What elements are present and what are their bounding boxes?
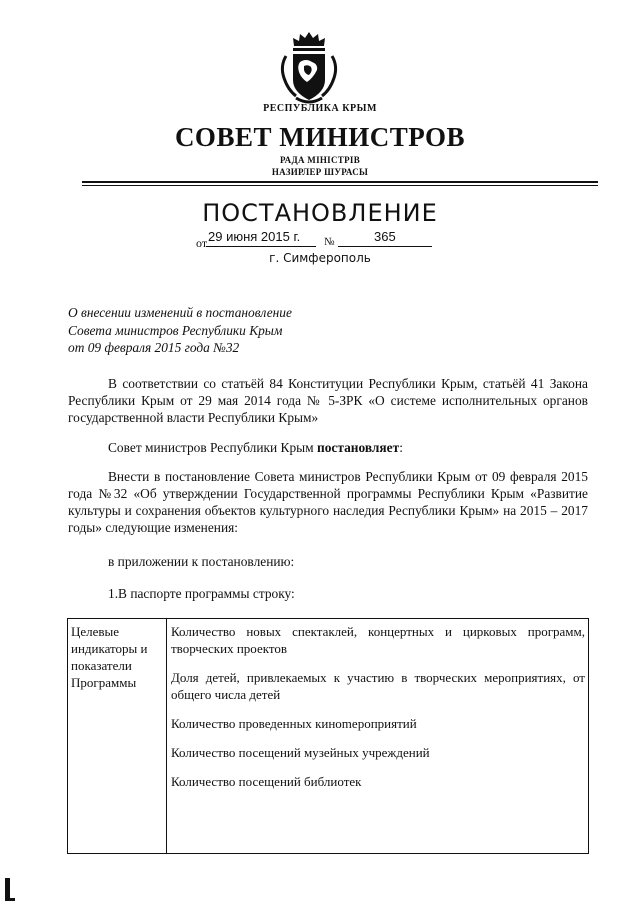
resolves-colon: : xyxy=(399,440,403,455)
indicators-label-cell: Целевые индикаторы и показатели Программы xyxy=(68,619,167,854)
program-indicators-table xyxy=(67,618,589,854)
paragraph-amendment: Внести в постановление Совета министров Республики Крым от 09 февраля 2015 года №32 «Об утверждении Государственной программы Республики Крым «Развитие культуры и сохранения объектов культурного наследия Республики Крым» на 2015 – 2017 годы» следующие изменения: xyxy=(68,469,588,535)
indicator-item: Количество новых спектаклей, концертных и цирковых программ, творческих проектов xyxy=(171,624,585,656)
council-name-tatar: НАЗИРЛЕР ШУРАСЫ xyxy=(271,167,369,177)
number-sign: № xyxy=(324,236,335,248)
decree-title xyxy=(68,304,292,357)
city: г. Симферополь xyxy=(269,251,371,265)
paragraph-passport: 1.В паспорте программы строку: xyxy=(108,586,295,601)
indicator-item: Доля детей, привлекаемых к участию в творческих мероприятиях, от общего числа детей xyxy=(171,670,585,702)
table-row xyxy=(68,619,589,854)
paragraph-legal-basis: В соответствии со статьёй 84 Конституции Республики Крым, статьёй 41 Закона Республики Крым от 29 мая 2014 года № 5-ЗРК «О системе исполнительных органов государственной власти Республики Крым» xyxy=(68,376,588,425)
indicator-item: Количество посещений музейных учреждений xyxy=(171,745,430,760)
header-rule-thin xyxy=(82,185,598,186)
indicator-item: Количество проведенных кинomероприятий xyxy=(171,716,417,731)
decree-number: 365 xyxy=(374,229,396,244)
date-prefix: от xyxy=(196,236,208,250)
date-underline xyxy=(206,246,316,247)
indicators-list-cell xyxy=(167,619,589,854)
republic-name: РЕСПУБЛИКА КРЫМ xyxy=(263,103,377,114)
title-line: от 09 февраля 2015 года №32 xyxy=(68,340,240,355)
paragraph-resolves xyxy=(68,439,588,456)
title-line: Совета министров Республики Крым xyxy=(68,322,283,338)
title-line: О внесении изменений в постановление xyxy=(68,305,292,320)
resolves-text: Совет министров Республики Крым xyxy=(108,440,317,455)
indicator-item: Количество посещений библиотек xyxy=(171,774,362,789)
scan-edge-mark xyxy=(5,898,15,901)
header-rule-thick xyxy=(82,181,598,183)
council-name-ukrainian: РАДА МІНІСТРІВ xyxy=(280,155,360,165)
resolves-keyword: постановляет xyxy=(316,440,400,455)
coat-of-arms-emblem xyxy=(278,30,340,106)
document-type: ПОСТАНОВЛЕНИЕ xyxy=(202,199,438,227)
scan-edge-mark xyxy=(5,878,10,898)
number-underline xyxy=(338,246,432,247)
paragraph-annex: в приложении к постановлению: xyxy=(108,554,295,569)
date-number-line xyxy=(196,228,432,250)
council-name: СОВЕТ МИНИСТРОВ xyxy=(174,122,466,152)
decree-date: 29 июня 2015 г. xyxy=(208,229,301,244)
